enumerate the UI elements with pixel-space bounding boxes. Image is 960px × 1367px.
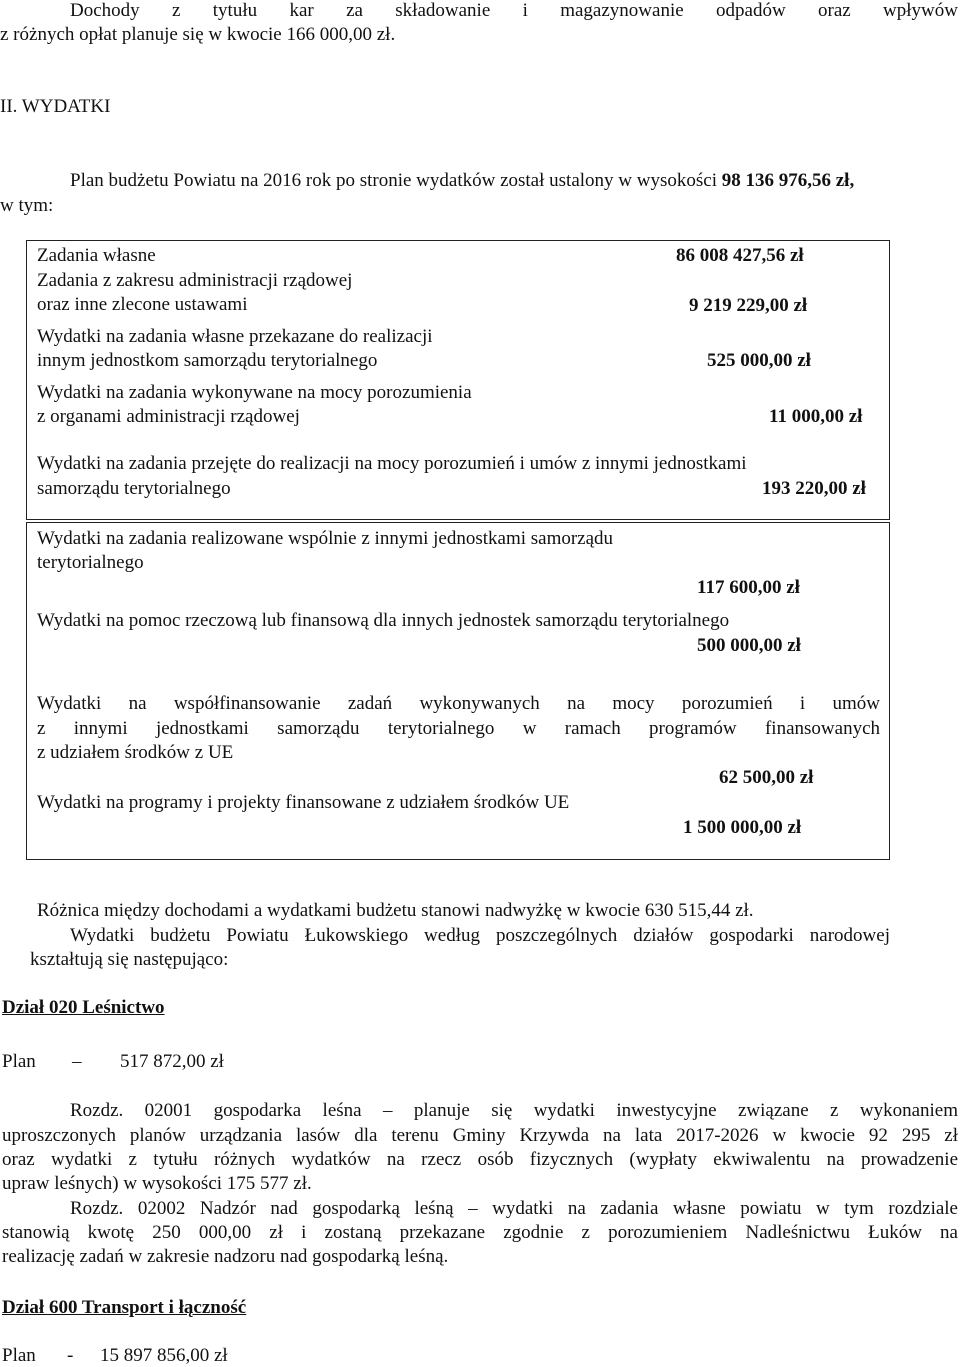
row-wspolfin-label-3: z udziałem środków z UE xyxy=(37,742,234,763)
rozdz-02002-line-2: stanowią kwotę 250 000,00 zł i zostaną przekazane zgodnie z porozumieniem Nadleśnictwu Łuków na xyxy=(2,1222,958,1243)
row-przejete-amount: 193 220,00 zł xyxy=(762,478,866,499)
rozdz-02002-line-3: realizację zadań w zakresie nadzoru nad gospodarką leśną. xyxy=(2,1246,449,1267)
plan-intro-amount: 98 136 976,56 zł, xyxy=(721,170,855,191)
dzial-020-title: Dział 020 Leśnictwo xyxy=(2,997,165,1018)
row-wspolne-label-1: Wydatki na zadania realizowane wspólnie z innymi jednostkami samorządu xyxy=(37,528,614,549)
row-wspolne-amount: 117 600,00 zł xyxy=(697,577,800,598)
summary-wydatki-line-1: Wydatki budżetu Powiatu Łukowskiego według poszczególnych działów gospodarki narodowej xyxy=(70,925,890,946)
dzial-600-title: Dział 600 Transport i łączność xyxy=(2,1297,247,1318)
row-przejete-label-1: Wydatki na zadania przejęte do realizacji na mocy porozumień i umów z innymi jednostkami xyxy=(37,453,747,474)
rozdz-02002-line-1: Rozdz. 02002 Nadzór nad gospodarką leśną – wydatki na zadania własne powiatu w tym rozdziale xyxy=(70,1198,958,1219)
row-wspolfin-label-1: Wydatki na współfinansowanie zadań wykonywanych na mocy porozumień i umów xyxy=(37,693,880,714)
row-przejete-label-2: samorządu terytorialnego xyxy=(37,478,231,499)
dzial-600-plan-amount: 15 897 856,00 zł xyxy=(100,1345,228,1366)
section-title: II. WYDATKI xyxy=(0,96,111,117)
row-administracja-label-2: oraz inne zlecone ustawami xyxy=(37,294,248,315)
summary-wydatki-line-2: kształtują się następująco: xyxy=(30,949,229,970)
rozdz-02001-line-3: oraz wydatki z tytułu różnych wydatków na rzecz osób fizycznych (wypłaty ekwiwalentu na prowadzenie xyxy=(2,1149,958,1170)
row-porozumienia-label-1: Wydatki na zadania wykonywane na mocy porozumienia xyxy=(37,382,472,403)
plan-intro xyxy=(70,170,854,192)
dzial-600-plan-label: Plan xyxy=(2,1345,36,1366)
dzial-020-plan-dash: – xyxy=(72,1051,82,1072)
row-administracja-amount: 9 219 229,00 zł xyxy=(689,295,808,316)
rozdz-02001-line-2: uproszczonych planów urządzania lasów dla terenu Gminy Krzywda na lata 2017-2026 w kwocie 92 295 zł xyxy=(2,1125,958,1146)
row-wspolne-label-2: terytorialnego xyxy=(37,552,144,573)
row-porozumienia-label-2: z organami administracji rządowej xyxy=(37,406,300,427)
row-pomoc-label: Wydatki na pomoc rzeczową lub finansową dla innych jednostek samorządu terytorialnego xyxy=(37,610,730,631)
top-line-2: z różnych opłat planuje się w kwocie 166 000,00 zł. xyxy=(0,24,396,45)
dzial-020-plan-amount: 517 872,00 zł xyxy=(120,1051,224,1072)
row-porozumienia-amount: 11 000,00 zł xyxy=(769,406,863,427)
dzial-020-plan-label: Plan xyxy=(2,1051,36,1072)
rozdz-02001-line-4: upraw leśnych) w wysokości 175 577 zł. xyxy=(2,1173,312,1194)
top-line-1: Dochody z tytułu kar za składowanie i magazynowanie odpadów oraz wpływów xyxy=(70,0,958,21)
row-przekazane-label-2: innym jednostkom samorządu terytorialnego xyxy=(37,350,378,371)
row-programy-amount: 1 500 000,00 zł xyxy=(683,817,802,838)
rozdz-02001-line-1: Rozdz. 02001 gospodarka leśna – planuje się wydatki inwestycyjne związane z wykonaniem xyxy=(70,1100,958,1121)
row-przekazane-label-1: Wydatki na zadania własne przekazane do realizacji xyxy=(37,326,433,347)
row-administracja-label-1: Zadania z zakresu administracji rządowej xyxy=(37,270,353,291)
row-przekazane-amount: 525 000,00 zł xyxy=(707,350,811,371)
row-wspolfin-label-2: z innymi jednostkami samorządu terytorialnego w ramach programów finansowanych xyxy=(37,718,880,739)
dzial-600-plan-dash: - xyxy=(67,1345,74,1366)
row-pomoc-amount: 500 000,00 zł xyxy=(697,635,801,656)
row-wspolfin-amount: 62 500,00 zł xyxy=(719,767,814,788)
row-zadania-wlasne-label: Zadania własne xyxy=(37,245,156,266)
summary-roznica: Różnica między dochodami a wydatkami budżetu stanowi nadwyżkę w kwocie 630 515,44 zł. xyxy=(37,900,754,921)
row-zadania-wlasne-amount: 86 008 427,56 zł xyxy=(676,245,804,266)
row-programy-label: Wydatki na programy i projekty finansowane z udziałem środków UE xyxy=(37,792,570,813)
plan-intro-text: Plan budżetu Powiatu na 2016 rok po stronie wydatków został ustalony w wysokości xyxy=(70,170,717,191)
w-tym-label: w tym: xyxy=(0,195,54,216)
